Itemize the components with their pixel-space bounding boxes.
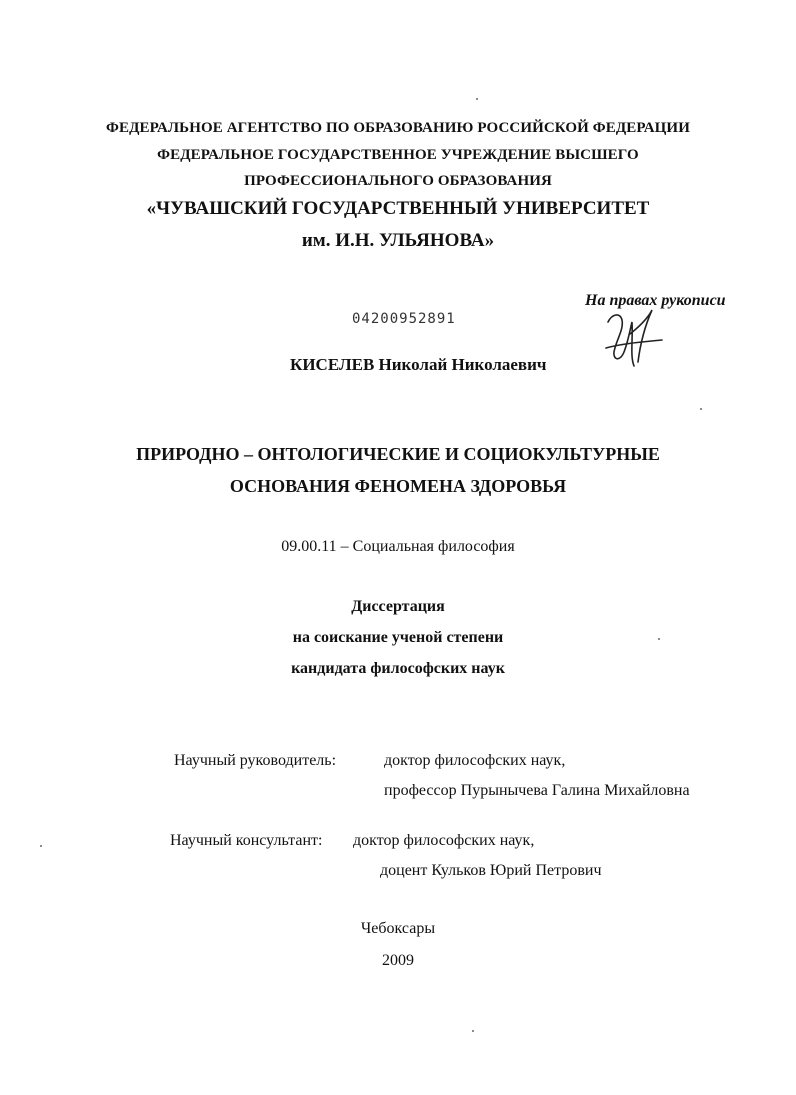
- scan-speck: [40, 845, 42, 847]
- supervisor-label: Научный руководитель:: [174, 752, 337, 769]
- scan-speck: [476, 98, 478, 100]
- signature: [600, 300, 670, 375]
- university-name-line: им. И.Н. УЛЬЯНОВА»: [301, 230, 495, 251]
- dissertation-title-line1: ПРИРОДНО – ОНТОЛОГИЧЕСКИЕ И СОЦИОКУЛЬТУРНЫЕ: [136, 444, 660, 464]
- manuscript-rights: На правах рукописи: [585, 292, 726, 309]
- degree-line2: на соискание ученой степени: [292, 629, 504, 646]
- degree-line3: кандидата философских наук: [291, 660, 505, 677]
- consultant-label: Научный консультант:: [170, 832, 323, 849]
- dissertation-title-line2: ОСНОВАНИЯ ФЕНОМЕНА ЗДОРОВЬЯ: [229, 476, 567, 496]
- supervisor-name: профессор Пурынычева Галина Михайловна: [384, 782, 690, 799]
- agency-line: ФЕДЕРАЛЬНОЕ АГЕНТСТВО ПО ОБРАЗОВАНИЮ РОССИЙСКОЙ ФЕДЕРАЦИИ: [106, 120, 690, 136]
- year: 2009: [382, 952, 414, 969]
- education-line: ПРОФЕССИОНАЛЬНОГО ОБРАЗОВАНИЯ: [244, 173, 552, 189]
- consultant-degree: доктор философских наук,: [353, 832, 535, 849]
- degree-line1: Диссертация: [351, 598, 445, 615]
- scan-speck: [700, 408, 702, 410]
- registration-code: 04200952891: [352, 311, 456, 327]
- scan-speck: [472, 1030, 474, 1032]
- consultant-name: доцент Кульков Юрий Петрович: [380, 862, 602, 879]
- scan-speck: [658, 638, 660, 640]
- author-name: КИСЕЛЕВ Николай Николаевич: [290, 355, 547, 374]
- university-line: «ЧУВАШСКИЙ ГОСУДАРСТВЕННЫЙ УНИВЕРСИТЕТ: [146, 198, 650, 219]
- specialty: 09.00.11 – Социальная философия: [281, 538, 515, 555]
- institution-line: ФЕДЕРАЛЬНОЕ ГОСУДАРСТВЕННОЕ УЧРЕЖДЕНИЕ ВЫСШЕГО: [157, 147, 639, 163]
- supervisor-degree: доктор философских наук,: [384, 752, 566, 769]
- city: Чебоксары: [360, 920, 436, 937]
